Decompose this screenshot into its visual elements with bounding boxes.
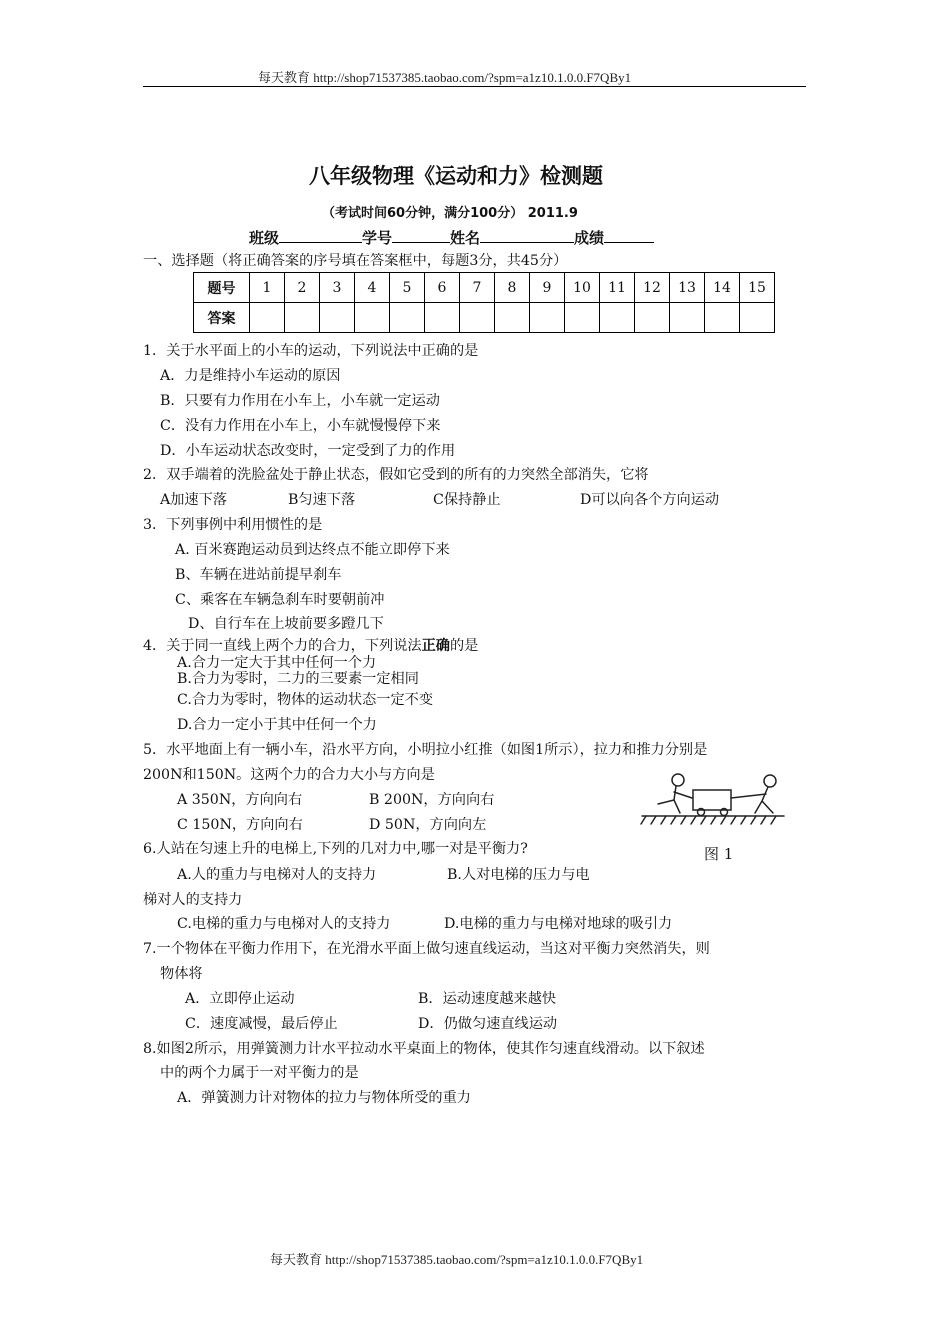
- q7-option-c: C．速度减慢，最后停止: [185, 1016, 338, 1032]
- q1-stem: 1．关于水平面上的小车的运动，下列说法中正确的是: [143, 343, 479, 359]
- row-label-answer: 答案: [194, 303, 250, 333]
- q6-option-c: C.电梯的重力与电梯对人的支持力: [177, 916, 391, 932]
- q2-option-b: B匀速下落: [288, 492, 356, 508]
- q1-option-c: C．没有力作用在小车上，小车就慢慢停下来: [160, 418, 441, 434]
- question-number-cell: 2: [285, 273, 320, 303]
- score-label: 成绩: [574, 229, 605, 247]
- question-number-cell: 9: [530, 273, 565, 303]
- q1-option-a: A．力是维持小车运动的原因: [160, 368, 341, 384]
- q5-stem-line1: 5．水平地面上有一辆小车，沿水平方向，小明拉小红推（如图1所示），拉力和推力分别是: [143, 742, 708, 758]
- q1-option-d: D．小车运动状态改变时，一定受到了力的作用: [160, 443, 456, 459]
- answer-table: [193, 272, 775, 333]
- q6-option-d: D.电梯的重力与电梯对地球的吸引力: [444, 916, 673, 932]
- question-number-cell: 14: [705, 273, 740, 303]
- q7-stem-line2: 物体将: [160, 966, 203, 982]
- answer-cell[interactable]: [285, 303, 320, 333]
- answer-cell[interactable]: [495, 303, 530, 333]
- answer-cell[interactable]: [705, 303, 740, 333]
- answer-cell[interactable]: [425, 303, 460, 333]
- q4-stem-pre: 4．关于同一直线上两个力的合力，下列说法: [143, 638, 422, 654]
- question-number-cell: 13: [670, 273, 705, 303]
- q4-option-d: D.合力一定小于其中任何一个力: [177, 717, 377, 733]
- q7-option-b: B．运动速度越来越快: [418, 991, 557, 1007]
- q3-stem: 3．下列事例中利用惯性的是: [143, 517, 323, 533]
- table-row-numbers: [194, 273, 775, 303]
- q7-option-a: A．立即停止运动: [185, 991, 295, 1007]
- question-number-cell: 4: [355, 273, 390, 303]
- score-blank[interactable]: [604, 228, 654, 243]
- answer-cell[interactable]: [670, 303, 705, 333]
- figure-1-caption: 图 1: [704, 845, 734, 863]
- q8-stem-line1: 8.如图2所示，用弹簧测力计水平拉动水平桌面上的物体，使其作匀速直线滑动。以下叙述: [143, 1041, 705, 1057]
- q3-option-d: D、自行车在上坡前要多蹬几下: [188, 616, 384, 632]
- exam-subtitle: （考试时间60分钟，满分100分） 2011.9: [322, 206, 578, 221]
- q2-option-d: D可以向各个方向运动: [580, 492, 720, 508]
- answer-cell[interactable]: [390, 303, 425, 333]
- question-number-cell: 10: [565, 273, 600, 303]
- table-row-answers: [194, 303, 775, 333]
- q1-option-b: B．只要有力作用在小车上，小车就一定运动: [160, 393, 440, 409]
- answer-cell[interactable]: [460, 303, 495, 333]
- id-label: 学号: [362, 229, 393, 247]
- answer-cell[interactable]: [635, 303, 670, 333]
- q5-option-d: D 50N，方向向左: [369, 817, 487, 833]
- q2-option-c: C保持静止: [433, 492, 501, 508]
- id-blank[interactable]: [392, 228, 450, 243]
- q2-option-a: A加速下落: [160, 492, 227, 508]
- figure-1-cart-illustration: [638, 768, 788, 830]
- q4-stem: [143, 637, 478, 655]
- q4-stem-emphasis: 正确: [421, 638, 450, 654]
- q6-option-b: B.人对电梯的压力与电: [447, 867, 590, 883]
- q7-stem-line1: 7.一个物体在平衡力作用下，在光滑水平面上做匀速直线运动，当这对平衡力突然消失，则: [143, 941, 710, 957]
- answer-cell[interactable]: [250, 303, 285, 333]
- answer-cell[interactable]: [600, 303, 635, 333]
- q3-option-c: C、乘客在车辆急刹车时要朝前冲: [175, 592, 385, 608]
- answer-cell[interactable]: [740, 303, 775, 333]
- q7-option-d: D．仍做匀速直线运动: [418, 1016, 558, 1032]
- answer-cell[interactable]: [320, 303, 355, 333]
- question-number-cell: 8: [495, 273, 530, 303]
- q6-stem: 6.人站在匀速上升的电梯上,下列的几对力中,哪一对是平衡力?: [143, 841, 528, 857]
- q3-option-b: B、车辆在进站前提早刹车: [175, 567, 342, 583]
- page-footer: 每天教育 http://shop71537385.taobao.com/?spm=a1z10.1.0.0.F7QBy1: [270, 1252, 644, 1267]
- page-header: 每天教育 http://shop71537385.taobao.com/?spm=a1z10.1.0.0.F7QBy1: [258, 70, 632, 85]
- row-label-number: 题号: [194, 273, 250, 303]
- class-label: 班级: [249, 229, 280, 247]
- question-number-cell: 12: [635, 273, 670, 303]
- section-heading: 一、选择题（将正确答案的序号填在答案框中，每题3分，共45分）: [143, 253, 568, 269]
- q5-option-c: C 150N，方向向右: [177, 817, 303, 833]
- question-number-cell: 11: [600, 273, 635, 303]
- name-label: 姓名: [450, 229, 481, 247]
- q6-option-a: A.人的重力与电梯对人的支持力: [177, 867, 377, 883]
- q2-stem: 2．双手端着的洗脸盆处于静止状态，假如它受到的所有的力突然全部消失，它将: [143, 467, 649, 483]
- q6-option-b-continued: 梯对人的支持力: [143, 892, 243, 908]
- question-number-cell: 7: [460, 273, 495, 303]
- q5-option-a: A 350N，方向向右: [177, 792, 303, 808]
- answer-cell[interactable]: [355, 303, 390, 333]
- answer-cell[interactable]: [530, 303, 565, 333]
- q4-option-b: B.合力为零时，二力的三要素一定相同: [177, 671, 419, 687]
- q8-option-a: A．弹簧测力计对物体的拉力与物体所受的重力: [177, 1090, 471, 1106]
- question-number-cell: 6: [425, 273, 460, 303]
- q4-stem-post: 的是: [449, 638, 479, 654]
- q4-option-c: C.合力为零时，物体的运动状态一定不变: [177, 692, 434, 708]
- question-number-cell: 5: [390, 273, 425, 303]
- class-blank[interactable]: [279, 228, 362, 243]
- q3-option-a: A. 百米赛跑运动员到达终点不能立即停下来: [175, 542, 450, 558]
- name-blank[interactable]: [480, 228, 574, 243]
- student-info-line: [249, 227, 654, 248]
- q5-stem-line2: 200N和150N。这两个力的合力大小与方向是: [143, 767, 435, 783]
- answer-cell[interactable]: [565, 303, 600, 333]
- header-rule: [143, 86, 806, 87]
- question-number-cell: 3: [320, 273, 355, 303]
- question-number-cell: 1: [250, 273, 285, 303]
- q5-option-b: B 200N，方向向右: [369, 792, 495, 808]
- page-title: 八年级物理《运动和力》检测题: [309, 164, 603, 188]
- q4-option-a: A.合力一定大于其中任何一个力: [177, 655, 377, 671]
- question-number-cell: 15: [740, 273, 775, 303]
- q8-stem-line2: 中的两个力属于一对平衡力的是: [160, 1065, 359, 1081]
